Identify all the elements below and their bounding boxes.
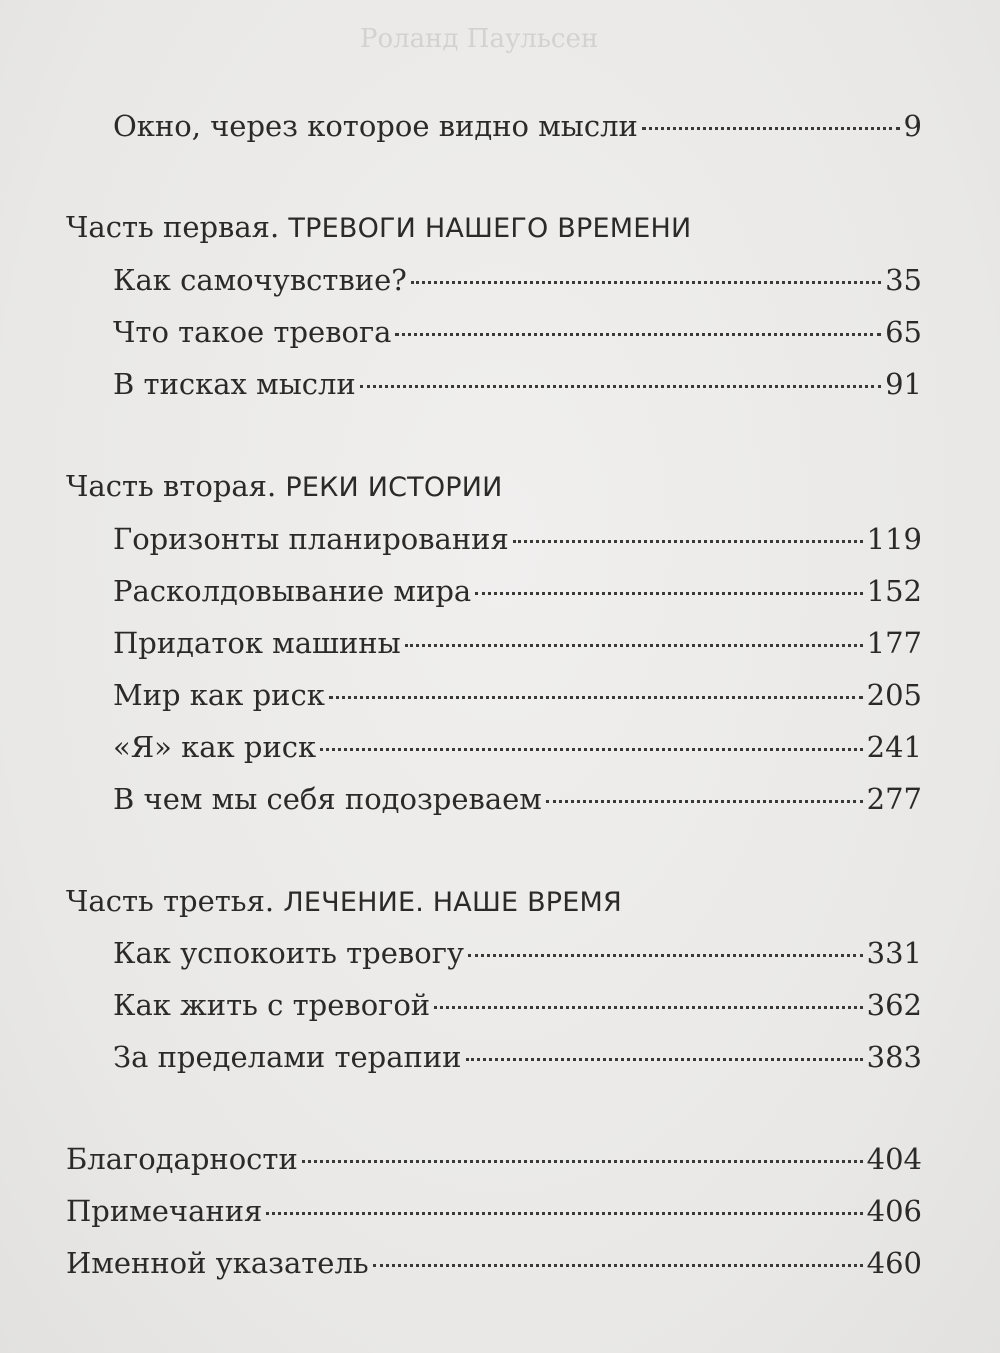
part-heading-3: [66, 883, 622, 921]
toc-entry-back-matter: [66, 1141, 922, 1177]
toc-entry-title: Как успокоить тревогу: [113, 936, 464, 970]
toc-entry: [113, 625, 922, 661]
toc-entry-page: 205: [866, 678, 922, 712]
toc-entry: [113, 366, 922, 402]
dot-leader: [468, 954, 863, 957]
toc-entry-page: 383: [866, 1040, 922, 1074]
dot-leader: [329, 696, 863, 699]
toc-entry: [113, 987, 922, 1023]
dot-leader: [513, 540, 863, 543]
part-heading-2: [66, 468, 503, 506]
toc-entry-page: 177: [866, 626, 922, 660]
toc-entry-title: «Я» как риск: [113, 730, 317, 764]
dot-leader: [395, 333, 881, 336]
toc-entry-title: Горизонты планирования: [113, 522, 509, 556]
dot-leader: [302, 1160, 863, 1163]
toc-entry-page: 404: [866, 1142, 922, 1176]
toc-entry-page: 362: [866, 988, 922, 1022]
toc-entry-back-matter: [66, 1245, 922, 1281]
toc-entry-title: Именной указатель: [66, 1246, 369, 1280]
toc-entry-title: В чем мы себя подозреваем: [113, 782, 542, 816]
toc-entry-title: Примечания: [66, 1194, 263, 1228]
dot-leader: [466, 1058, 863, 1061]
dot-leader: [475, 592, 862, 595]
toc-entry-page: 35: [885, 263, 922, 297]
toc-entry: [113, 781, 922, 817]
part-title: ТРЕВОГИ НАШЕГО ВРЕМЕНИ: [288, 213, 692, 244]
part-title: ЛЕЧЕНИЕ. НАШЕ ВРЕМЯ: [283, 887, 623, 918]
dot-leader: [405, 644, 863, 647]
dot-leader: [360, 385, 881, 388]
dot-leader: [546, 800, 863, 803]
toc-entry-title: Что такое тревога: [113, 315, 392, 349]
toc-entry-page: 241: [866, 730, 922, 764]
toc-entry: [113, 262, 922, 298]
toc-entry-page: 406: [866, 1194, 922, 1228]
dot-leader: [411, 281, 881, 284]
toc-entry-page: 460: [866, 1246, 922, 1280]
toc-entry-title: Мир как риск: [113, 678, 325, 712]
toc-entry-page: 91: [885, 367, 922, 401]
show-through-header: Роланд Паульсен: [360, 24, 599, 54]
dot-leader: [373, 1264, 863, 1267]
toc-entry: [113, 1039, 922, 1075]
toc-entry-page: 65: [885, 315, 922, 349]
part-label: Часть первая.: [66, 210, 280, 244]
part-label: Часть третья.: [66, 884, 275, 918]
toc-entry: [113, 573, 922, 609]
toc-entry: [113, 677, 922, 713]
toc-entry-page: 152: [866, 574, 922, 608]
toc-entry: [113, 314, 922, 350]
dot-leader: [642, 127, 900, 130]
toc-entry-page: 9: [903, 109, 922, 143]
dot-leader: [434, 1006, 863, 1009]
toc-entry-title: Как жить с тревогой: [113, 988, 431, 1022]
toc-entry-title: Расколдовывание мира: [113, 574, 472, 608]
toc-entry-page: 331: [866, 936, 922, 970]
dot-leader: [320, 748, 862, 751]
toc-entry-title: Благодарности: [66, 1142, 298, 1176]
toc-entry-page: 277: [866, 782, 922, 816]
toc-entry-title: Как самочувствие?: [113, 263, 407, 297]
dot-leader: [266, 1212, 862, 1215]
part-label: Часть вторая.: [66, 469, 277, 503]
toc-entry-title: Окно, через которое видно мысли: [113, 109, 638, 143]
part-heading-1: [66, 209, 691, 247]
toc-entry-title: В тисках мысли: [113, 367, 356, 401]
toc-entry-title: Придаток машины: [113, 626, 401, 660]
toc-entry-intro: [113, 108, 922, 144]
part-title: РЕКИ ИСТОРИИ: [285, 472, 503, 503]
toc-entry-back-matter: [66, 1193, 922, 1229]
toc-entry: [113, 935, 922, 971]
toc-entry: [113, 729, 922, 765]
toc-entry-title: За пределами терапии: [113, 1040, 462, 1074]
toc-entry-page: 119: [866, 522, 922, 556]
toc-entry: [113, 521, 922, 557]
